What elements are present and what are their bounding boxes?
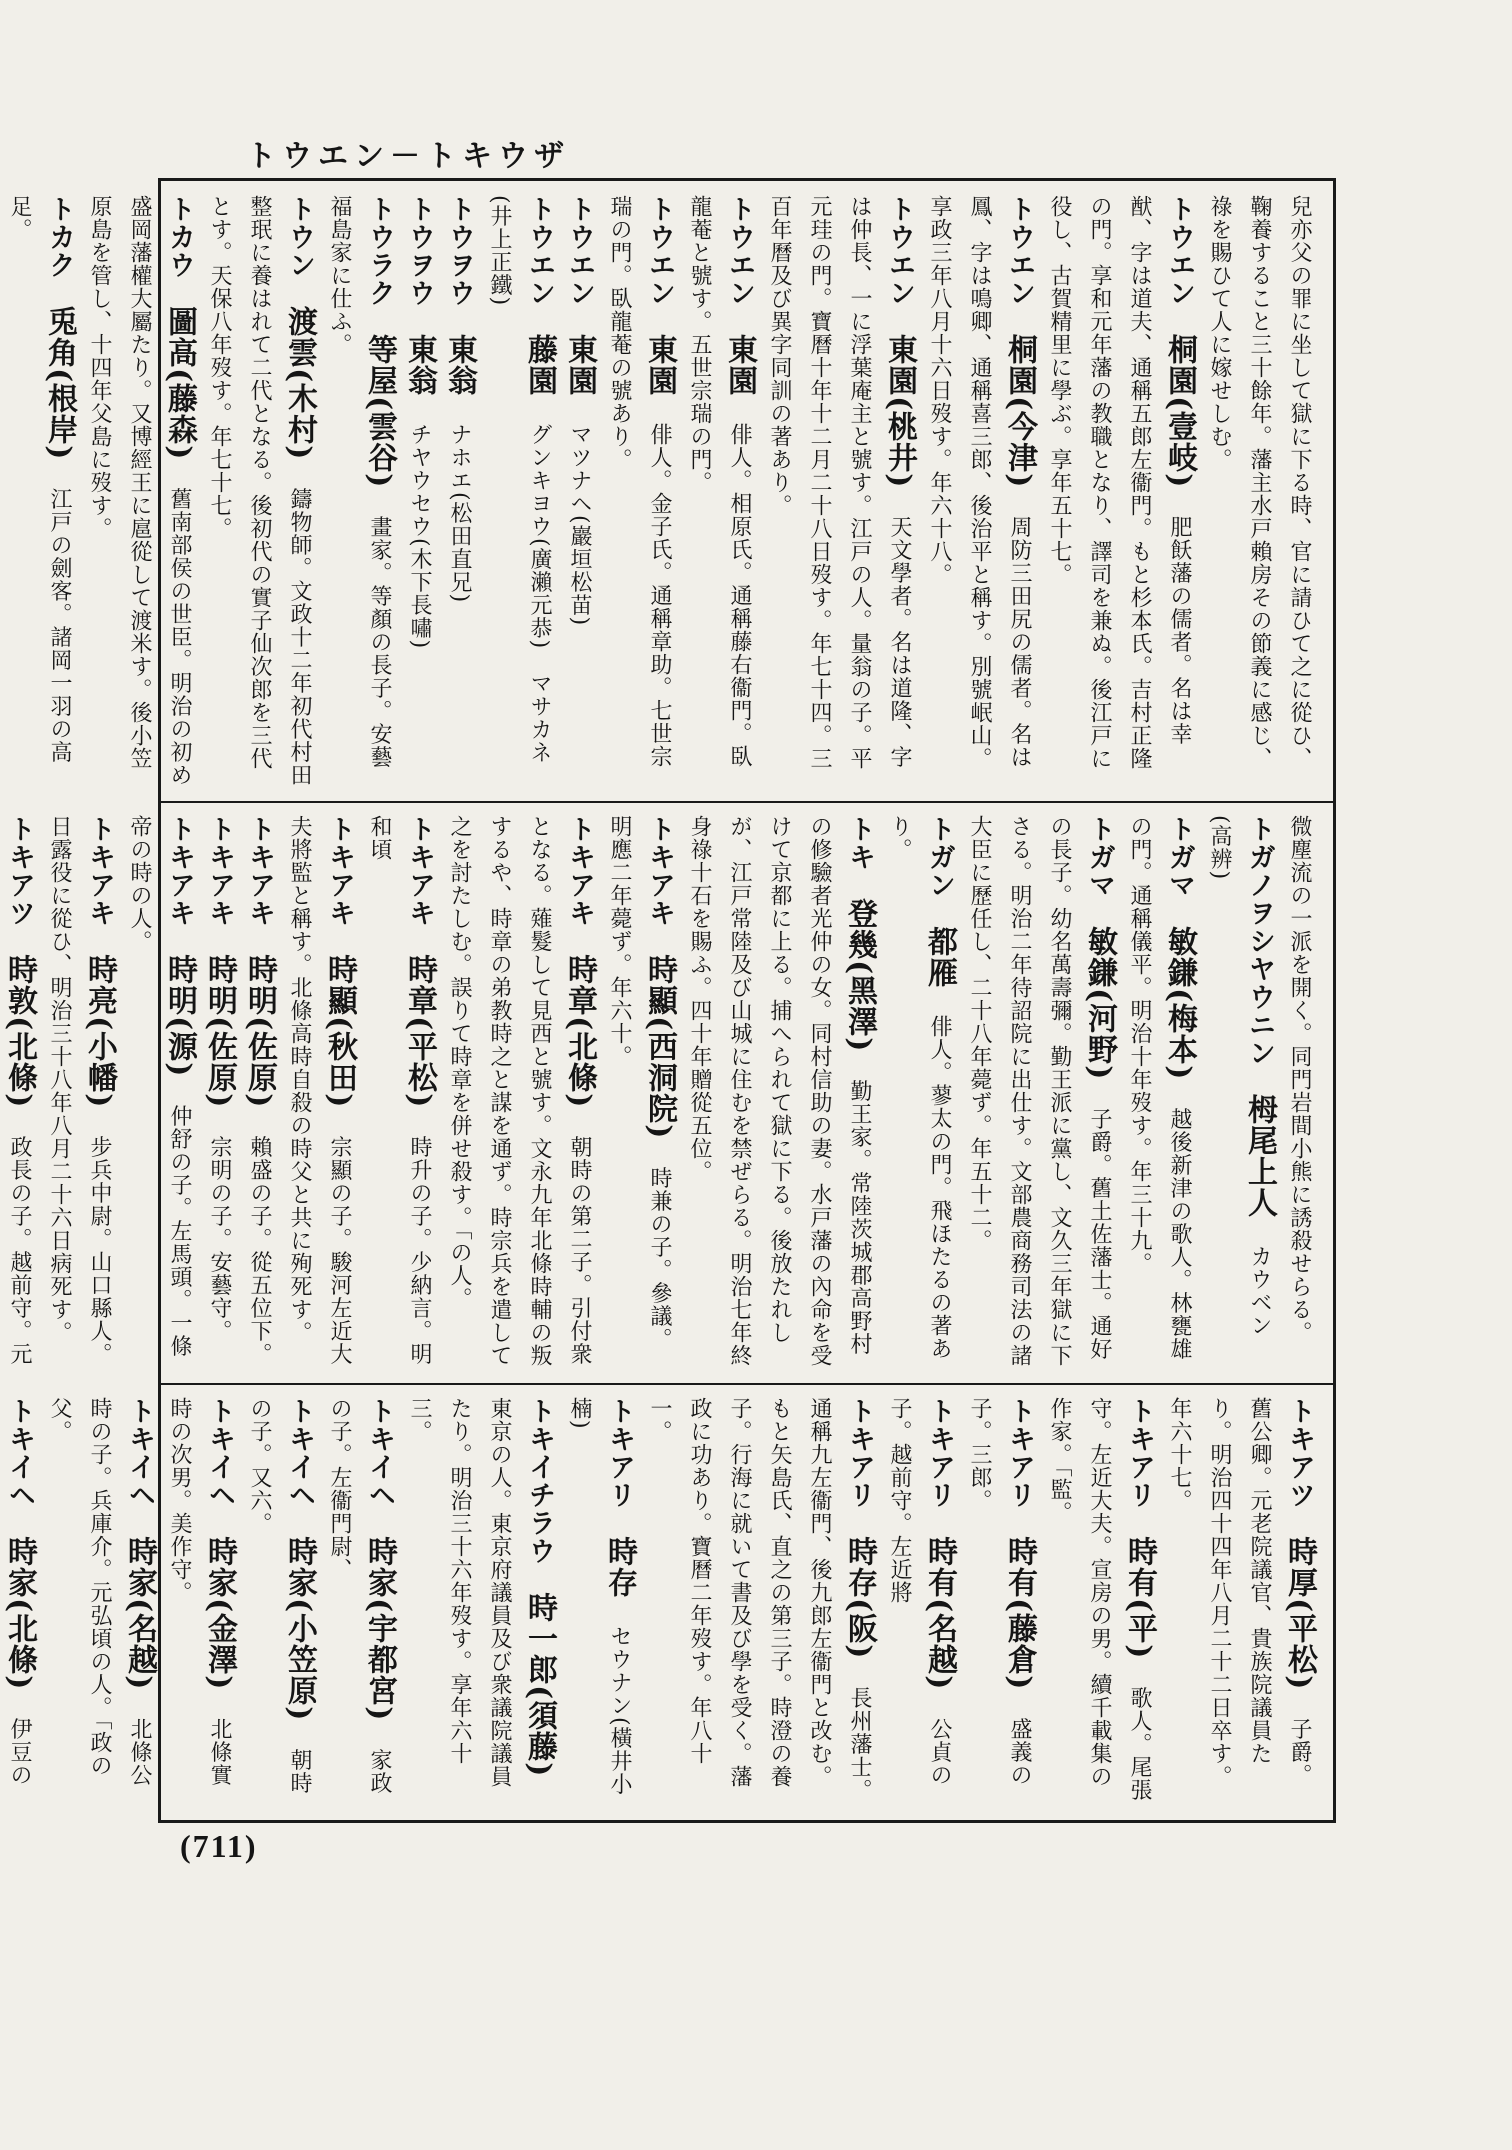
entry-name: 渡雲(木村) [282,306,317,461]
entry-kana: トキアリ [924,1397,955,1509]
entry-name: 時明(佐原) [202,954,237,1109]
entry-kana: トキアツ [1284,1397,1315,1509]
entry-kana: トキアリ [1004,1397,1035,1509]
entry-kana: トキイヘ [284,1397,315,1509]
dictionary-entry [959,815,1119,1369]
dictionary-entry [439,195,479,787]
entry-kana: トキアキ [324,815,355,927]
dictionary-entry [1199,195,1319,787]
entry-kana: トウエン [1164,195,1195,307]
entry-name: 時明(佐原) [242,954,277,1109]
entry-desc: 微塵流の一派を開く。同門岩間小熊に誘殺せらる。 [1287,815,1312,1344]
dictionary-entry [1279,815,1319,1369]
entry-kana: トウラク [364,195,395,307]
dictionary-entry [199,815,239,1369]
entry-kana: トキイヘ [4,1397,35,1509]
dictionary-entry [759,195,919,787]
entry-kana: トキアキ [164,815,195,927]
entry-name: 時顯(西洞院) [642,954,677,1140]
entry-name: 敏鎌(梅本) [1162,926,1197,1081]
dictionary-entry [1159,1397,1319,1806]
entry-desc: 北條實時の次男。美作守。 [167,1397,232,1787]
entry-desc: 肥飫藩の儒者。名は幸猷、字は道夫、通稱五郎左衞門。もと杉本氏。吉村正隆の門。享和元年藩の教職となり、譯司を兼ぬ。後江戸に役し、古賀精里に學ぶ。享年五十七。 [1047,195,1192,770]
entry-desc: 公貞の子。越前守。左近將 [887,1397,952,1787]
entry-desc: 時升の子。少納言。明和頃 [367,815,432,1366]
entry-name: 時亮(小幡) [82,954,117,1109]
entry-kana: トウヲウ [404,195,435,307]
entry-desc: 北條公時の子。兵庫介。元弘頃の人。「政の父。 [47,1397,152,1787]
dictionary-entry [39,1397,159,1806]
entry-kana: トキイヘ [124,1397,155,1509]
entry-name: 等屋(雲谷) [362,334,397,489]
entry-name: 時家(名越) [122,1536,157,1691]
entry-desc: マツナヘ(巖垣松苗) [567,423,592,627]
entry-desc: 俳人。相原氏。通稱藤右衞門。臥龍菴と號す。五世宗瑞の門。 [687,195,752,768]
dictionary-entry [879,815,959,1369]
dictionary-entry [879,1397,959,1806]
entry-desc: 政長の子。越前守。元 [7,1135,32,1366]
entry-name: 時存 [602,1536,637,1598]
dictionary-entry [679,195,759,787]
entry-kana: トウエン [1004,195,1035,307]
entry-desc: 步兵中尉。山口縣人。日露役に從ひ、明治三十八年八月二十六日病死す。 [47,815,112,1366]
entry-name: 時家(宇都宮) [362,1536,397,1722]
dictionary-entry [1039,195,1199,787]
dictionary-entry [319,1397,399,1806]
entry-desc: 伊豆の [7,1717,32,1787]
dictionary-entry [399,195,439,787]
dictionary-entry [0,195,79,787]
entry-name: 登幾(黑澤) [842,898,877,1053]
entry-desc: 舊南部侯の世臣。明治の初め盛岡藩權大屬たり。又博經王に扈從して渡米す。後小笠原島を管し、十四年父島に歿す。 [87,195,192,787]
entry-name: 栂尾上人 [1242,1094,1277,1218]
entry-desc: 賴盛の子。從五位下。 [247,1135,272,1366]
entry-kana: トキアキ [564,815,595,927]
entry-name: 時家(小笠原) [282,1536,317,1722]
entry-name: 桐園(今津) [1002,334,1037,489]
entry-kana: トウエン [724,195,755,307]
dictionary-entry [359,815,439,1369]
entry-desc: 天文學者。名は道隆、字は仲長、一に浮葉庵主と號す。江戸の人。量翁の子。平元珪の門。寶曆十年十二月二十八日歿す。年七十四。三百年曆及び異字同訓の著あり。 [767,195,912,770]
entry-kana: トキアキ [644,815,675,927]
entry-name: 時章(平松) [402,954,437,1109]
entry-desc: カウベン(高辨) [1207,815,1272,1337]
entry-desc: ナホエ(松田直兄) [447,423,472,604]
entry-kana: トキイチラウ [524,1397,555,1565]
dictionary-entry [1039,1397,1159,1806]
entry-kana: トガマ [1084,815,1115,899]
entry-name: 東園 [722,334,757,396]
dictionary-entry [159,1397,239,1806]
entry-name: 東園 [642,334,677,396]
entry-kana: トウエン [884,195,915,307]
entry-desc: 俳人。蓼太の門。飛ほたるの著あり。 [887,815,952,1360]
dictionary-entry [0,1397,39,1806]
entry-kana: トキアキ [404,815,435,927]
entry-desc: 家政の子。左衞門尉、 [327,1397,392,1795]
entry-desc: 勤王家。常陸茨城郡高野村の修驗者光仲の女。同村信助の妻。水戸藩の內命を受けて京都に上る。捕へられて獄に下る。後放たれしが、江戸常陸及び山城に住むを禁ぜらる。明治七年終身祿十石を賜ふ。四十年贈從五位。 [687,815,872,1367]
entry-name: 敏鎌(河野) [1082,926,1117,1081]
entry-kana: トキアツ [4,815,35,927]
dictionary-entry [479,195,559,787]
entry-desc: 畫家。等顏の長子。安藝福島家に仕ふ。 [327,195,392,769]
entry-kana: トウエン [564,195,595,307]
dictionary-entry [919,195,1039,787]
entry-desc: 歌人。尾張守。左近大夫。宣房の男。續千載集の作家。「監。 [1047,1397,1152,1802]
dictionary-entry [959,1397,1039,1806]
entry-kana: トウン [284,195,315,279]
dictionary-entry [639,1397,879,1806]
entry-desc: 朝時の子。又六。 [247,1397,312,1795]
entry-desc: チヤウセウ(木下長嘯) [407,423,432,650]
dictionary-entry [559,1397,639,1806]
entry-kana: トキアリ [1124,1397,1155,1509]
entry-desc: 越後新津の歌人。林甕雄の門。通稱儀平。明治十年歿す。年三十九。 [1127,815,1192,1361]
entry-name: 時章(北條) [562,954,597,1109]
dictionary-entry [39,815,119,1369]
dictionary-entry [599,195,679,787]
entry-kana: トウエン [524,195,555,307]
entry-desc: 長州藩士。通稱九左衞門、後九郎左衞門と改む。もと矢島氏、直之の第三子。時澄の養子。行海に就いて書及び學を受く。藩政に功あり。寶曆二年歿す。年八十一。 [647,1397,872,1802]
entry-name: 時厚(平松) [1282,1536,1317,1691]
entry-name: 時家(金澤) [202,1536,237,1691]
dictionary-entry [0,815,39,1369]
entry-name: 時存(阪) [842,1536,877,1660]
dictionary-entry [599,815,679,1369]
entry-name: 時有(藤倉) [1002,1536,1037,1691]
entry-name: 時明(源) [162,954,197,1078]
entry-name: 東翁 [442,334,477,396]
entry-desc: 鑄物師。文政十二年初代村田整珉に養はれて二代となる。後初代の實子仙次郎を三代とす。天保八年歿す。年七十七。 [207,195,312,787]
entry-name: 時顯(秋田) [322,954,357,1109]
entry-name: 時有(名越) [922,1536,957,1691]
entry-name: 都雁 [922,926,957,988]
entry-desc: 東京の人。東京府議員及び衆議院議員たり。明治三十六年歿す。享年六十三。 [407,1397,512,1788]
entry-name: 東翁 [402,334,437,396]
entry-name: 東園 [562,334,597,396]
lower-tier [2,1383,1333,1820]
dictionary-entry [1199,815,1279,1369]
running-head-text: トウエン－トキウザ [246,139,570,174]
dictionary-entry [199,195,319,787]
dictionary-entry [79,195,199,787]
entry-desc: 俳人。金子氏。通稱章助。七世宗瑞の門。臥龍菴の號あり。 [607,195,672,768]
entry-name: 時敦(北條) [2,954,37,1109]
entry-kana: トキアキ [244,815,275,927]
dictionary-entry [279,815,359,1369]
dictionary-entry [319,195,399,787]
entry-kana: トガマ [1164,815,1195,899]
entry-desc: 宗明の子。安藝守。 [207,1135,232,1343]
entry-kana: トカク [44,195,75,279]
entry-kana: トウヲウ [444,195,475,307]
upper-tier [7,181,1333,803]
entry-desc: 時兼の子。參議。明應二年薨ず。年六十。 [607,815,672,1351]
dictionary-entry [399,1397,559,1806]
entry-name: 時有(平) [1122,1536,1157,1660]
entry-kana: トガノヲシヤウニン [1244,815,1275,1067]
entry-name: 時一郎(須藤) [522,1592,557,1778]
text-frame [2,178,1336,1823]
entry-name: 時家(北條) [2,1536,37,1691]
entry-desc: 宗顯の子。駿河左近大夫將監と稱す。北條高時自殺の時父と共に殉死す。 [287,815,352,1366]
middle-tier [2,801,1333,1385]
entry-desc: 朝時の第二子。引付衆となる。薙髮して見西と號す。文永九年北條時輔の叛するや、時章の弟教時之と謀を通ず。時宗兵を遣して之を討たしむ。誤りて時章を併せ殺す。「の人。 [447,815,592,1367]
dictionary-entry [239,815,279,1369]
dictionary-entry [1119,815,1199,1369]
entry-kana: トキアキ [84,815,115,927]
entry-desc: 子爵。舊公卿。元老院議官、貴族院議員たり。明治四十四年八月二十二日卒す。年六十七。 [1167,1397,1312,1788]
entry-name: 桐園(壹岐) [1162,334,1197,489]
entry-desc: 仲舒の子。左馬頭。一條帝の時の人。 [127,815,192,1358]
dictionary-entry [119,815,199,1369]
entry-name: 圖高(藤森) [162,306,197,461]
entry-kana: トキアキ [204,815,235,927]
entry-desc: 兒亦父の罪に坐して獄に下る時、官に請ひて之に從ひ、鞠養すること三十餘年。藩主水戸賴房その節義に感じ、祿を賜ひて人に嫁せしむ。 [1207,195,1312,770]
entry-name: 兎角(根岸) [42,306,77,461]
entry-kana: トキアリ [844,1397,875,1509]
entry-name: 東園(桃井) [882,334,917,489]
entry-kana: トウエン [644,195,675,307]
dictionary-entry [559,195,599,787]
entry-desc: 周防三田尻の儒者。名は鳳、字は鳴卿、通稱喜三郎、後治平と稱す。別號岷山。享政三年八月十六日歿す。年六十八。 [927,195,1032,770]
entry-desc: 盛義の子。三郎。 [967,1397,1032,1787]
dictionary-entry [439,815,599,1369]
entry-kana: トカウ [164,195,195,279]
entry-desc: セウナン(橫井小楠) [567,1397,632,1796]
middle-tier-columns [2,815,1319,1369]
page-number: (711) [180,1828,258,1864]
lower-tier-columns [2,1397,1319,1806]
upper-tier-columns [7,195,1319,787]
entry-desc: グンキヨウ(廣瀨元恭) マサカネ(井上正鐵) [487,195,552,765]
dictionary-entry [679,815,879,1369]
entry-kana: トキイヘ [204,1397,235,1509]
entry-kana: トキアリ [604,1397,635,1509]
entry-kana: トキ [844,815,875,871]
dictionary-entry [239,1397,319,1806]
entry-name: 藤園 [522,334,557,396]
entry-desc: 子爵。舊土佐藩士。通好の長子。幼名萬壽彌。勤王派に黨し、文久三年獄に下さる。明治二年待詔院に出仕す。文部農商務司法の諸大臣に歷任し、二十八年薨ず。年五十二。 [967,815,1112,1367]
entry-kana: トガン [924,815,955,899]
entry-desc: 江戸の劍客。諸岡一羽の高足。 [7,195,72,764]
entry-kana: トキイヘ [364,1397,395,1509]
